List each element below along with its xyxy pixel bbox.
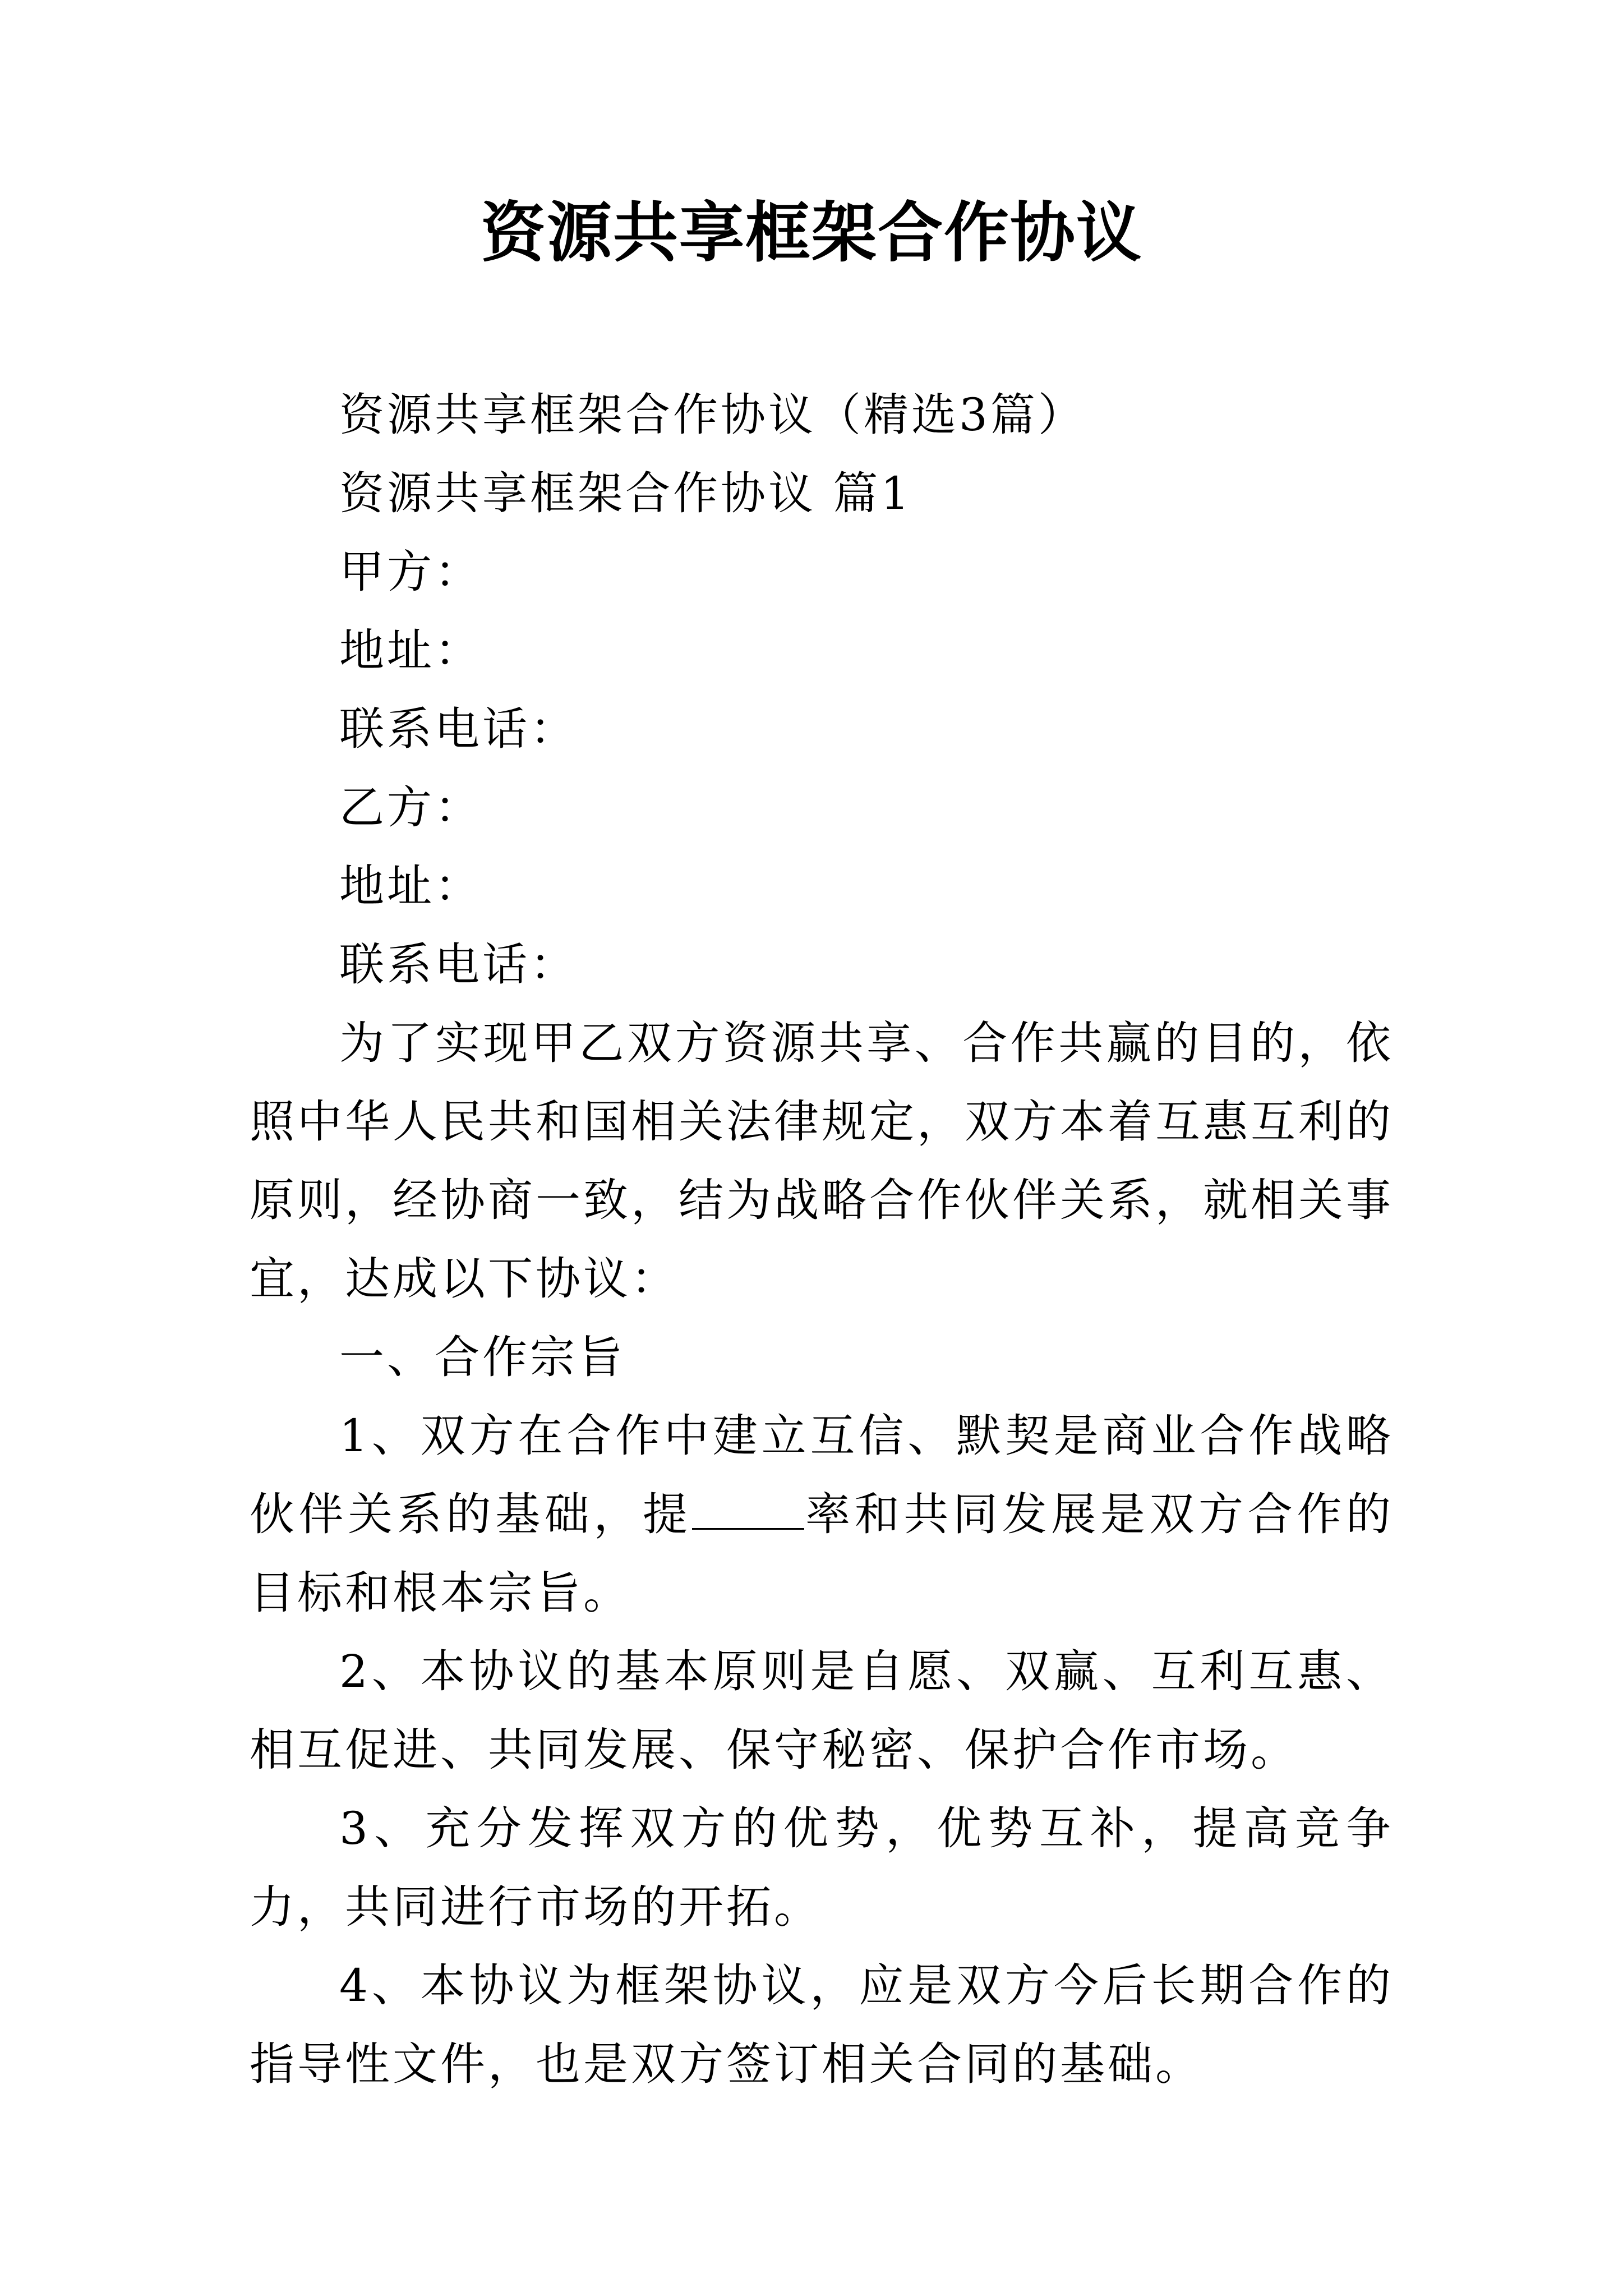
document-title: 资源共享框架合作协议 — [481, 195, 1142, 271]
document-subtitle: 资源共享框架合作协议（精选3篇） — [339, 389, 1086, 441]
clause-1-text-end: 率和共同发展是双方合作的目标和根本宗旨。 — [250, 1488, 1394, 1619]
party-b-address-label: 地址： — [339, 860, 482, 912]
clause-2-paragraph: 2、本协议的基本原则是自愿、双赢、互利互惠、相互促进、共同发展、保守秘密、保护合作市场。 — [250, 1645, 1394, 1776]
preamble-paragraph: 为了实现甲乙双方资源共享、合作共赢的目的，依照中华人民共和国相关法律规定，双方本着互惠互利的原则，经协商一致，结为战略合作伙伴关系，就相关事宜，达成以下协议： — [250, 1017, 1394, 1305]
party-a-name-label: 甲方： — [339, 546, 482, 598]
party-a-phone-label: 联系电话： — [339, 703, 578, 755]
party-b-name-label: 乙方： — [339, 781, 482, 834]
party-b-phone-label: 联系电话： — [339, 938, 578, 991]
chapter-heading: 资源共享框架合作协议 篇1 — [339, 467, 912, 519]
clause-4-paragraph: 4、本协议为框架协议，应是双方今后长期合作的指导性文件，也是双方签订相关合同的基础。 — [250, 1959, 1394, 2090]
fill-in-blank — [692, 1494, 804, 1530]
clause-3-paragraph: 3、充分发挥双方的优势，优势互补，提高竞争力，共同进行市场的开拓。 — [250, 1802, 1394, 1933]
clause-1-paragraph — [250, 1397, 1394, 1632]
clause-1-text-start: 1、双方在合作中建立互信、默契是商业合作战略伙伴关系的基础，提 — [250, 1410, 1394, 1540]
section-1-heading: 一、合作宗旨 — [339, 1331, 625, 1383]
party-a-address-label: 地址： — [339, 624, 482, 677]
document-body — [250, 376, 1394, 2104]
